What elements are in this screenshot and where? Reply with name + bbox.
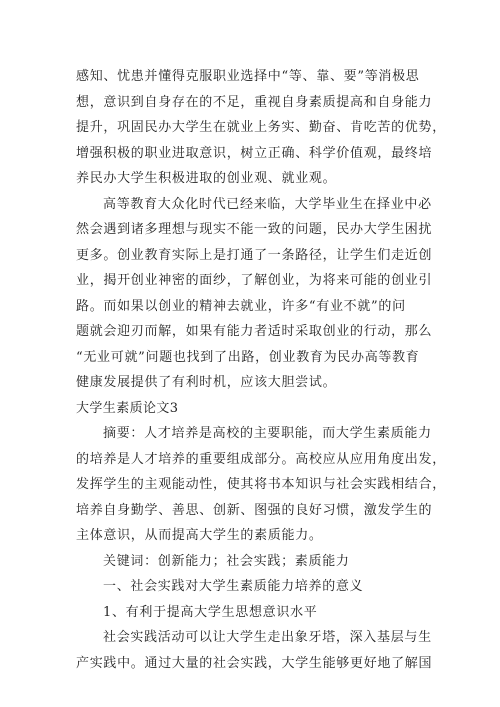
text-line: 业，揭开创业神密的面纱，了解创业，为将来可能的创业引	[76, 273, 433, 288]
keywords-line: 关键词：创新能力；社会实践；素质能力	[103, 553, 350, 569]
numbered-heading: 1、有利于提高大学生思想意识水平	[103, 604, 318, 620]
text-line: 发挥学生的主观能动性，使其将书本知识与社会实践相结合，	[76, 477, 446, 492]
text-line: 提升，巩固民办大学生在就业上务实、勤奋、肯吃苦的优势，	[76, 120, 446, 135]
text-line: 增强积极的职业进取意识，树立正确、科学价值观，最终培	[76, 145, 433, 161]
text-line: 培养自身勤学、善思、创新、图强的良好习惯，激发学生的	[76, 502, 433, 518]
text-line: 产实践中。通过大量的社会实践，大学生能够更好地了解国	[76, 655, 433, 671]
subsection-heading: 一、社会实践对大学生素质能力培养的意义	[103, 579, 364, 594]
text-line: 更多。创业教育实际上是打通了一条路径，让学生们走近创	[76, 247, 433, 263]
text-line: 感知、忧患并懂得克服职业选择中“等、靠、要”等消极思	[76, 69, 420, 84]
text-line: 健康发展提供了有利时机，应该大胆尝试。	[76, 375, 337, 390]
text-line: 主体意识，从而提高大学生的素质能力。	[76, 528, 323, 543]
paragraph-first-line: 社会实践活动可以让大学生走出象牙塔，深入基层与生	[103, 630, 432, 645]
text-line: 然会遇到诸多理想与现实不能一致的问题，民办大学生困扰	[76, 222, 433, 237]
section-title: 大学生素质论文3	[76, 400, 179, 416]
abstract-first-line: 摘要：人才培养是高校的主要职能，而大学生素质能力	[103, 426, 432, 441]
paragraph-first-line: 高等教育大众化时代已经来临，大学毕业生在择业中必	[103, 196, 432, 212]
text-line: “无业可就”问题也找到了出路，创业教育为民办高等教育	[76, 349, 420, 365]
text-line: 想，意识到自身存在的不足，重视自身素质提高和自身能力	[76, 94, 433, 110]
text-line: 养民办大学生积极进取的创业观、就业观。	[76, 171, 337, 186]
text-line: 路。而如果以创业的精神去就业，许多“有业不就”的问	[76, 298, 406, 314]
document-body	[76, 64, 446, 676]
text-line: 题就会迎刃而解，如果有能力者适时采取创业的行动，那么	[76, 324, 433, 339]
text-line: 的培养是人才培养的重要组成部分。高校应从应用角度出发，	[76, 451, 446, 467]
